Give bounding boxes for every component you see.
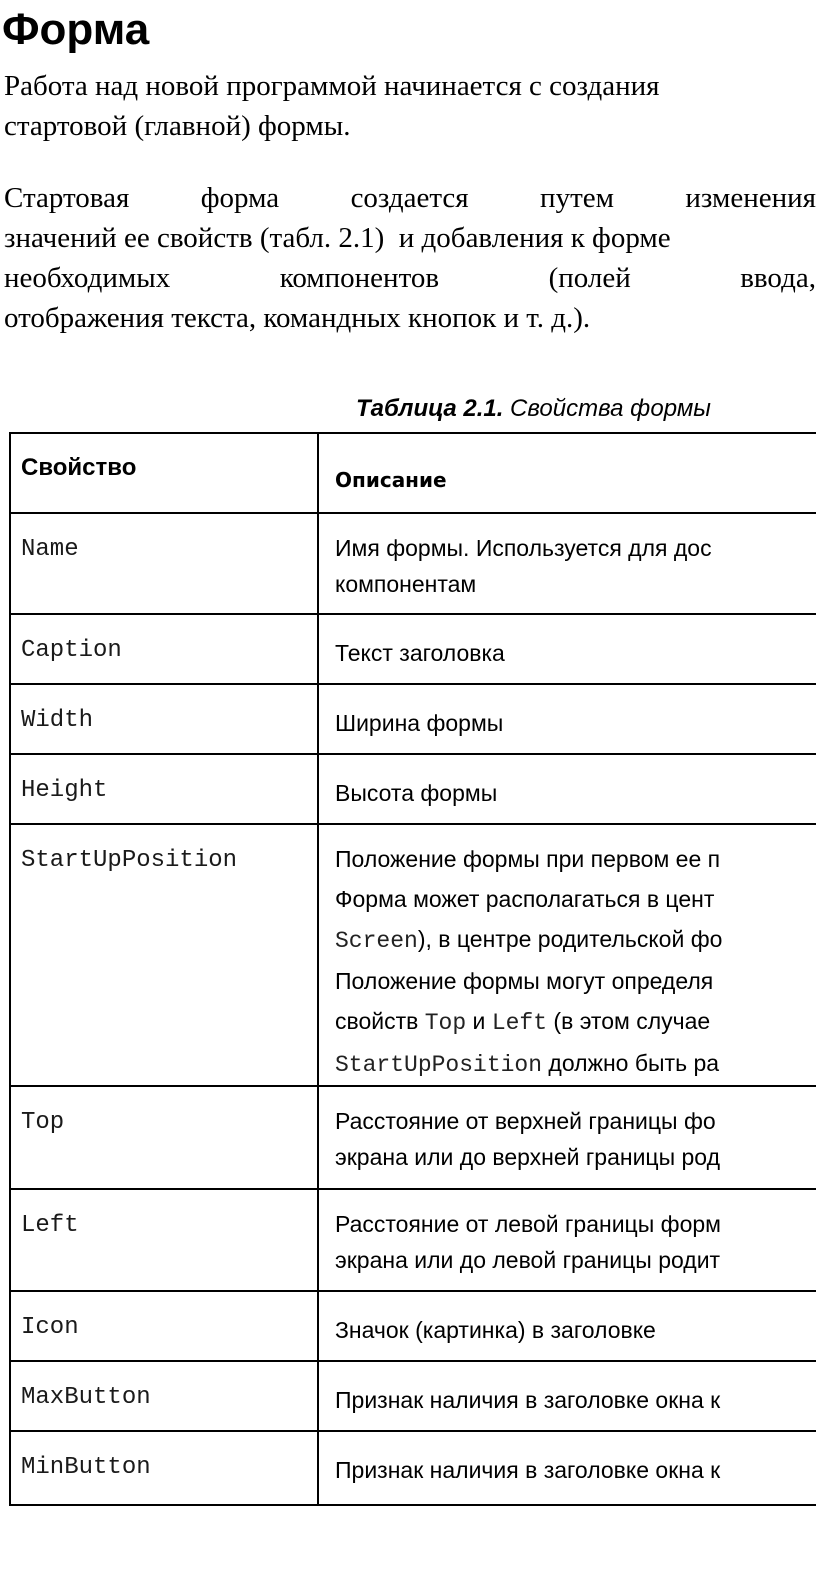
description-line: Расстояние от левой границы форм [335,1211,721,1237]
description-line: Форма может располагаться в цент [335,886,715,912]
body-word: (полей [548,262,631,294]
table-caption-number: Таблица 2.1. [356,395,504,422]
body-word: форма [200,182,280,214]
table-row [10,1361,816,1431]
body-word: необходимых [4,262,171,294]
description-line: Признак наличия в заголовке окна к [335,1457,721,1483]
table-row [10,1086,816,1189]
code-token: StartUpPosition [335,1052,543,1078]
property-description [318,1361,816,1431]
header-description: Описание [318,433,816,513]
body-line-2: значений ее свойств (табл. 2.1) и добавления к форме [4,222,671,254]
description-fragment: ), в центре родительской фо [417,926,723,952]
code-token: Top [424,1010,467,1036]
intro-line-2: стартовой (главной) формы. [4,110,351,142]
table-row [10,1291,816,1361]
body-line-1 [4,178,816,218]
property-name: MinButton [10,1431,318,1505]
section-heading: Форма [2,5,150,54]
body-line-4: отображения текста, командных кнопок и т. д.). [4,302,591,334]
table-row [10,824,816,1086]
property-name: StartUpPosition [10,824,318,1086]
description-fragment: должно быть ра [542,1050,720,1076]
property-name: MaxButton [10,1361,318,1431]
description-line: Имя формы. Используется для дос [335,535,712,561]
body-word: путем [540,182,614,214]
property-name: Top [10,1086,318,1189]
table-row [10,614,816,684]
body-word: создается [350,182,469,214]
property-name: Left [10,1189,318,1291]
description-line: Положение формы могут определя [335,968,714,994]
description-line [335,919,816,961]
property-description [318,1086,816,1189]
property-description [318,614,816,684]
description-line [335,1043,816,1085]
properties-table [9,432,816,1506]
description-line: Признак наличия в заголовке окна к [335,1387,721,1413]
table-row [10,1431,816,1505]
description-line: Положение формы при первом ее п [335,846,721,872]
description-line: компонентам [335,571,477,597]
property-description [318,1291,816,1361]
description-line: экрана или до верхней границы род [335,1144,721,1170]
property-description [318,824,816,1086]
property-description [318,684,816,754]
property-name: Name [10,513,318,614]
body-word: компонентов [279,262,440,294]
description-fragment: свойств [335,1008,425,1034]
table-row [10,754,816,824]
property-description [318,1431,816,1505]
table-header-row [10,433,816,513]
property-name: Height [10,754,318,824]
property-description [318,513,816,614]
intro-paragraph [4,66,816,146]
table-row [10,513,816,614]
property-name: Caption [10,614,318,684]
property-description [318,754,816,824]
body-word: Стартовая [4,182,130,214]
body-line-3 [4,258,816,298]
table-row [10,1189,816,1291]
property-name: Width [10,684,318,754]
body-word: ввода, [740,262,816,294]
description-line [335,1001,816,1043]
description-fragment: и [466,1008,492,1034]
code-token: Left [491,1010,548,1036]
table-caption-text: Свойства формы [510,395,711,422]
description-line: Ширина формы [335,710,504,736]
body-paragraph [4,178,816,338]
description-line: Значок (картинка) в заголовке [335,1317,656,1343]
description-line: экрана или до левой границы родит [335,1247,721,1273]
description-line: Текст заголовка [335,640,505,666]
header-property: Свойство [10,433,318,513]
property-name: Icon [10,1291,318,1361]
table-caption [356,393,711,425]
intro-line-1: Работа над новой программой начинается с создания [4,70,660,102]
description-fragment: (в этом случае [547,1008,711,1034]
description-line: Расстояние от верхней границы фо [335,1108,716,1134]
table-row [10,684,816,754]
code-token: Screen [335,928,418,954]
description-line: Высота формы [335,780,498,806]
body-word: изменения [685,182,816,214]
property-description [318,1189,816,1291]
